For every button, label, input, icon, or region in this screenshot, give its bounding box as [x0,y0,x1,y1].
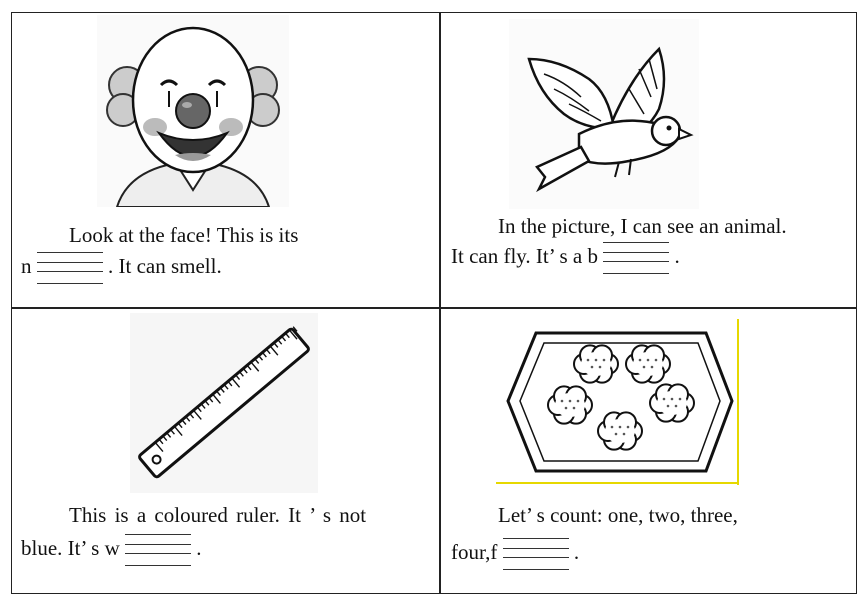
bird-line2-start: It can fly. It’ s a b [451,243,598,268]
face-line2 [21,252,222,284]
ruler-icon [130,313,318,493]
cell-ruler [12,309,439,593]
bird-line2 [451,242,680,274]
cookies-line2-start: four,f [451,539,498,564]
bird-line1: In the picture, I can see an animal. [498,214,787,238]
ruler-answer-blank[interactable] [125,534,191,566]
ruler-line1: This is a coloured ruler. It ’ s not [69,503,367,527]
face-answer-blank[interactable] [37,252,103,284]
worksheet-table [11,12,857,594]
face-line1: Look at the face! This is its [69,223,299,247]
face-prefix: n [21,253,32,278]
clown-face-icon [97,15,289,207]
cookie-plate-icon [496,319,744,485]
bird-icon [509,19,699,209]
cell-cookies [441,309,856,593]
bird-answer-blank[interactable] [603,242,669,274]
face-suffix: . It can smell. [108,253,222,278]
ruler-suffix: . [196,535,202,560]
cookies-line2 [451,538,579,570]
cookies-line1: Let’ s count: one, two, three, [498,503,738,527]
cookies-suffix: . [573,539,580,564]
cell-bird [441,13,856,307]
ruler-line2-start: blue. It’ s w [21,535,120,560]
cell-face [12,13,439,307]
ruler-line2 [21,534,202,566]
cookies-answer-blank[interactable] [503,538,569,570]
bird-suffix: . [674,243,680,268]
